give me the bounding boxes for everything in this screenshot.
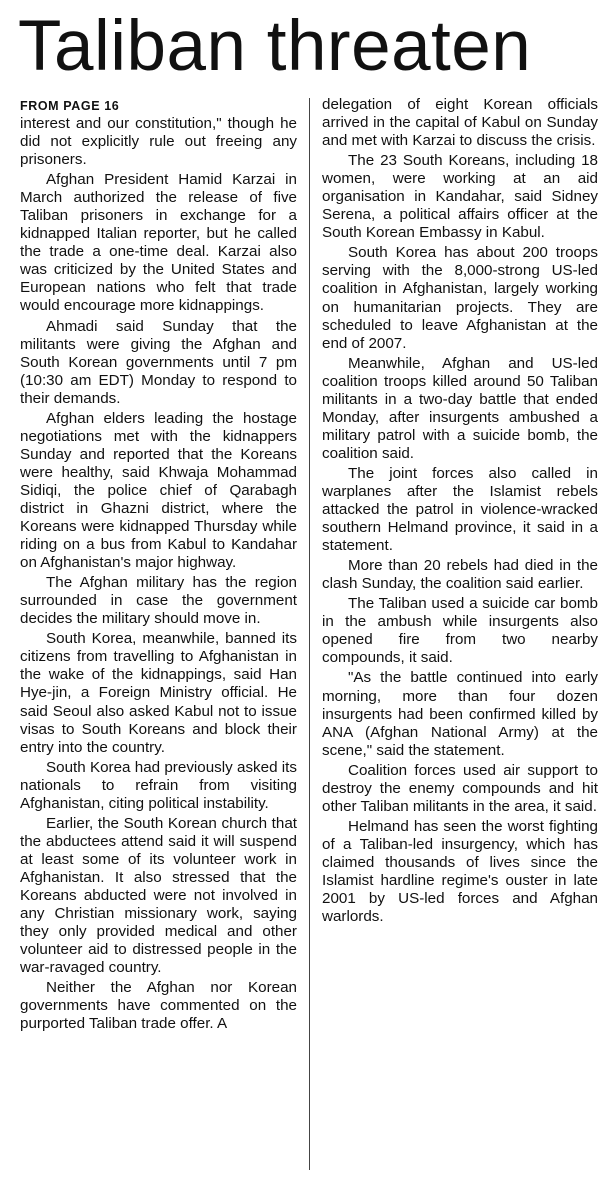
article-paragraph: Afghan President Hamid Karzai in March authorized the release of five Taliban prisoners in exchange for a kidnapped Italian reporter, but he called the trade a one-time deal. Karzai also was criticized by the United States and European nations who felt that trade would encourage more kidnappings.: [20, 171, 297, 315]
article-paragraph: South Korea, meanwhile, banned its citizens from travelling to Afghanistan in the wake of the kidnappings, said Han Hye-jin, a Foreign Ministry official. He said Seoul also asked Kabul not to issue visas to South Koreans and block their entry into the country.: [20, 630, 297, 756]
article-column-left: [20, 96, 297, 1035]
article-paragraph: The 23 South Koreans, including 18 women, were working at an aid organisation in Kandahar, said Sidney Serena, a political affairs officer at the South Korean Embassy in Kabul.: [322, 152, 598, 242]
column-divider: [309, 98, 310, 1170]
article-paragraph: delegation of eight Korean officials arrived in the capital of Kabul on Sunday and met with Karzai to discuss the crisis.: [322, 96, 598, 150]
article-paragraph: Afghan elders leading the hostage negotiations met with the kidnappers Sunday and reported that the Koreans were healthy, said Khwaja Mohammad Sidiqi, the police chief of Qarabagh district in Ghazni district, where the Koreans were kidnapped Thursday while riding on a bus from Kabul to Kandahar on Afghanistan's major highway.: [20, 409, 297, 572]
article-paragraph: Ahmadi said Sunday that the militants were giving the Afghan and South Korean governments until 7 pm (10:30 am EDT) Monday to respond to their demands.: [20, 317, 297, 407]
article-paragraph: Coalition forces used air support to destroy the enemy compounds and hit other Taliban militants in the area, it said.: [322, 761, 598, 815]
article-paragraph: The joint forces also called in warplanes after the Islamist rebels attacked the patrol in violence-wracked southern Helmand province, it said in a statement.: [322, 464, 598, 555]
article-column-right: [322, 96, 598, 928]
article-paragraph: The Afghan military has the region surrounded in case the government decides the military should move in.: [20, 574, 297, 628]
article-paragraph: Neither the Afghan nor Korean governments have commented on the purported Taliban trade offer. A: [20, 979, 297, 1033]
article-paragraph: The Taliban used a suicide car bomb in the ambush while insurgents also opened fire from two nearby compounds, it said.: [322, 595, 598, 667]
article-paragraph: Earlier, the South Korean church that the abductees attend said it will suspend at least some of its volunteer work in Afghanistan. It also stressed that the Koreans abducted were not involved in any Christian missionary work, saying they only provided medical and other volunteer aid to distressed people in the war-ravaged country.: [20, 814, 297, 977]
article-paragraph: Meanwhile, Afghan and US-led coalition troops killed around 50 Taliban militants in a two-day battle that ended Monday, after insurgents ambushed a military patrol with a suicide bomb, the coalition said.: [322, 354, 598, 462]
article-paragraph: "As the battle continued into early morning, more than four dozen insurgents had been confirmed killed by ANA (Afghan National Army) at the scene," said the statement.: [322, 669, 598, 759]
jump-label: FROM PAGE 16: [20, 99, 120, 113]
article-paragraph: Helmand has seen the worst fighting of a Taliban-led insurgency, which has claimed thousands of lives since the Islamist hardline regime's ouster in late 2001 by US-led forces and Afghan warlords.: [322, 817, 598, 926]
article-paragraph: South Korea had previously asked its nationals to refrain from visiting Afghanistan, citing political instability.: [20, 758, 297, 812]
article-paragraph: South Korea has about 200 troops serving with the 8,000-strong US-led coalition in Afghanistan, largely working on humanitarian projects. They are scheduled to leave Afghanistan at the end of 2007.: [322, 244, 598, 352]
article-paragraph: More than 20 rebels had died in the clash Sunday, the coalition said earlier.: [322, 557, 598, 593]
article-paragraph: interest and our constitution," though he did not explicitly rule out freeing any prisoners.: [20, 115, 297, 169]
headline: Taliban threaten: [18, 7, 532, 86]
